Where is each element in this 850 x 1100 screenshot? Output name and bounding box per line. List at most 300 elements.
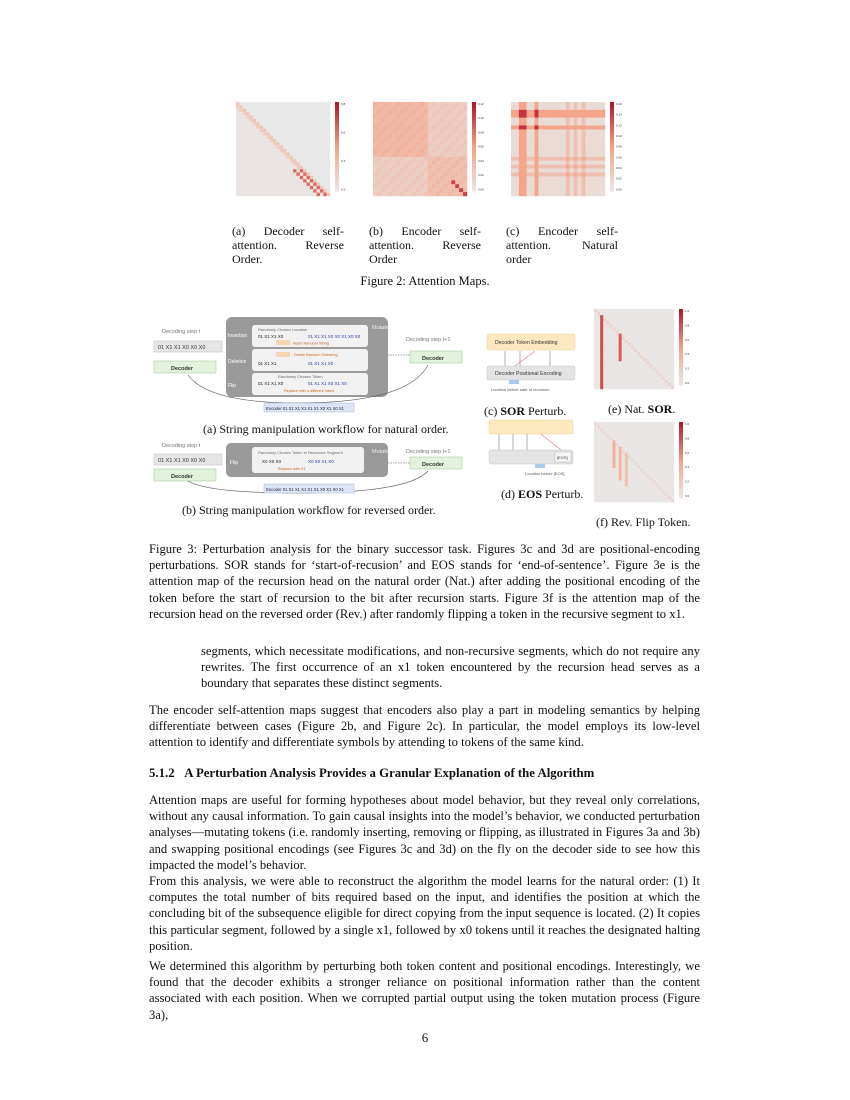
heatmap-cell [622, 440, 625, 443]
heatmap-cell [451, 137, 455, 141]
heatmap-cell [531, 192, 535, 196]
heatmap-cell [558, 180, 562, 184]
heatmap-cell [637, 487, 640, 490]
heatmap-cell [594, 459, 597, 462]
heatmap-cell [659, 371, 662, 374]
heatmap-cell [256, 132, 260, 136]
heatmap-cell [594, 490, 597, 493]
heatmap-cell [253, 176, 257, 180]
heatmap-cell [273, 156, 277, 160]
heatmap-cell [260, 122, 264, 126]
heatmap-cell [440, 106, 444, 110]
heatmap-cell [535, 165, 539, 169]
heatmap-cell [566, 153, 570, 157]
heatmap-cell [665, 377, 668, 380]
heatmap-cell [634, 444, 637, 447]
heatmap-cell [649, 490, 652, 493]
heatmap-cell [643, 380, 646, 383]
heatmap-cell [622, 474, 625, 477]
heatmap-cell [631, 349, 634, 352]
heatmap-cell [381, 153, 385, 157]
heatmap-cell [589, 141, 593, 145]
heatmap-cell [622, 456, 625, 459]
heatmap-cell [637, 471, 640, 474]
heatmap-cell [679, 447, 683, 450]
heatmap-cell [416, 126, 420, 130]
heatmap-cell [558, 102, 562, 106]
heatmap-cell [420, 161, 424, 165]
heatmap-cell [585, 126, 589, 130]
heatmap-cell [606, 380, 609, 383]
heatmap-cell [610, 185, 614, 188]
heatmap-cell [619, 431, 622, 434]
heatmap-cell [609, 383, 612, 386]
heatmap-cell [317, 136, 321, 140]
heatmap-cell [570, 157, 574, 161]
heatmap-cell [625, 437, 628, 440]
heatmap-cell [451, 114, 455, 118]
heatmap-cell [671, 484, 674, 487]
heatmap-cell [612, 468, 615, 471]
heatmap-cell [523, 126, 527, 130]
heatmap-cell [601, 141, 605, 145]
heatmap-cell [597, 133, 601, 137]
heatmap-cell [574, 188, 578, 192]
heatmap-cell [631, 450, 634, 453]
heatmap-cell [428, 137, 432, 141]
heatmap-cell [236, 166, 240, 170]
heatmap-cell [300, 173, 304, 177]
heatmap-cell [263, 129, 267, 133]
paragraph-3: Attention maps are useful for forming hypotheses about model behavior, but they reveal only correlations, without any causal information. To gain causal insights into the model’s behavior, we conducted perturbation analyses—mutating tokens (i.e. randomly inserting, removing or flipping, as illustrated in Figures 3a and 3b) and swapping positional encodings (see Figures 3c and 3d) on the fly on the decoder side to see how this impacted the model’s behavior. [149, 793, 700, 872]
heatmap-cell [266, 149, 270, 153]
heatmap-cell [631, 371, 634, 374]
heatmap-cell [600, 312, 603, 315]
heatmap-cell [246, 179, 250, 183]
heatmap-cell [600, 374, 603, 377]
heatmap-cell [606, 343, 609, 346]
svg-text:01 X1 X1: 01 X1 X1 [258, 361, 277, 366]
heatmap-cell [606, 493, 609, 496]
heatmap-cell [436, 184, 440, 188]
heatmap-cell [659, 337, 662, 340]
heatmap-cell [622, 349, 625, 352]
heatmap-cell [665, 484, 668, 487]
heatmap-cell [397, 161, 401, 165]
encoder-bar: Encoder 01 X1 X1 X1 X1 X1 X0 X1 X0 X1 [266, 406, 344, 411]
heatmap-cell [381, 161, 385, 165]
heatmap-cell [310, 102, 314, 106]
heatmap-cell [463, 184, 467, 188]
heatmap-cell [646, 361, 649, 364]
heatmap-cell [313, 112, 317, 116]
heatmap-cell [303, 109, 307, 113]
heatmap-cell [542, 137, 546, 141]
heatmap-cell [286, 119, 290, 123]
heatmap-cell [310, 159, 314, 163]
heatmap-cell [622, 447, 625, 450]
heatmap-cell [293, 189, 297, 193]
heatmap-cell [546, 165, 550, 169]
heatmap-cell [538, 153, 542, 157]
heatmap-cell [400, 173, 404, 177]
heatmap-cell [662, 493, 665, 496]
heatmap-cell [373, 118, 377, 122]
heatmap-cell [320, 132, 324, 136]
heatmap-cell [253, 109, 257, 113]
heatmap-cell [381, 129, 385, 133]
heatmap-cell [290, 112, 294, 116]
heatmap-cell [535, 161, 539, 165]
heatmap-cell [652, 471, 655, 474]
heatmap-cell [585, 188, 589, 192]
heatmap-cell [625, 358, 628, 361]
heatmap-cell [668, 447, 671, 450]
heatmap-cell [619, 371, 622, 374]
heatmap-cell [662, 371, 665, 374]
heatmap-cell [671, 456, 674, 459]
heatmap-cell [239, 109, 243, 113]
heatmap-cell [463, 122, 467, 126]
heatmap-cell [400, 176, 404, 180]
heatmap-cell [463, 173, 467, 177]
heatmap-cell [652, 377, 655, 380]
heatmap-cell [546, 188, 550, 192]
heatmap-cell [436, 169, 440, 173]
heatmap-cell [515, 122, 519, 126]
heatmap-cell [263, 169, 267, 173]
heatmap-cell [609, 453, 612, 456]
heatmap-cell [307, 122, 311, 126]
heatmap-cell [420, 169, 424, 173]
heatmap-cell [637, 450, 640, 453]
heatmap-cell [249, 119, 253, 123]
heatmap-cell [290, 139, 294, 143]
heatmap-cell [637, 383, 640, 386]
heatmap-cell [603, 456, 606, 459]
heatmap-cell [381, 169, 385, 173]
heatmap-cell [546, 122, 550, 126]
heatmap-cell [603, 493, 606, 496]
heatmap-cell [582, 188, 586, 192]
heatmap-cell [472, 156, 476, 159]
heatmap-cell [643, 337, 646, 340]
heatmap-cell [652, 380, 655, 383]
heatmap-cell [600, 431, 603, 434]
heatmap-cell [389, 153, 393, 157]
heatmap-cell [327, 136, 331, 140]
heatmap-cell [578, 180, 582, 184]
heatmap-cell [631, 321, 634, 324]
heatmap-cell [459, 137, 463, 141]
heatmap-cell [293, 126, 297, 130]
heatmap-cell [616, 428, 619, 431]
heatmap-cell [668, 453, 671, 456]
heatmap-cell [601, 133, 605, 137]
heatmap-cell [527, 129, 531, 133]
heatmap-cell [600, 437, 603, 440]
heatmap-cell [610, 144, 614, 147]
heatmap-cell [397, 102, 401, 106]
heatmap-cell [424, 192, 428, 196]
heatmap-cell [535, 149, 539, 153]
heatmap-cell [612, 450, 615, 453]
heatmap-cell [404, 110, 408, 114]
heatmap-cell [628, 462, 631, 465]
heatmap-cell [550, 157, 554, 161]
heatmap-cell [597, 145, 601, 149]
heatmap-cell [307, 159, 311, 163]
heatmap-cell [597, 477, 600, 480]
heatmap-cell [578, 141, 582, 145]
heatmap-cell [634, 462, 637, 465]
heatmap-cell [280, 122, 284, 126]
heatmap-cell [273, 183, 277, 187]
heatmap-cell [310, 136, 314, 140]
heatmap-cell [649, 437, 652, 440]
heatmap-cell [276, 149, 280, 153]
heatmap-cell [589, 126, 593, 130]
heatmap-cell [606, 355, 609, 358]
heatmap-cell [671, 346, 674, 349]
heatmap-cell [381, 157, 385, 161]
heatmap-cell [637, 334, 640, 337]
heatmap-cell [404, 184, 408, 188]
heatmap-cell [436, 114, 440, 118]
heatmap-cell [424, 129, 428, 133]
heatmap-cell [535, 184, 539, 188]
heatmap-cell [404, 161, 408, 165]
heatmap-cell [236, 105, 240, 109]
heatmap-cell [649, 477, 652, 480]
heatmap-cell [320, 156, 324, 160]
heatmap-cell [300, 149, 304, 153]
heatmap-cell [634, 337, 637, 340]
heatmap-cell [397, 129, 401, 133]
heatmap-cell [428, 176, 432, 180]
heatmap-cell [656, 440, 659, 443]
heatmap-cell [631, 318, 634, 321]
heatmap-cell [313, 152, 317, 156]
heatmap-cell [249, 142, 253, 146]
heatmap-cell [606, 487, 609, 490]
heatmap-cell [286, 142, 290, 146]
heatmap-cell [616, 468, 619, 471]
heatmap-cell [451, 165, 455, 169]
heatmap-cell [296, 112, 300, 116]
heatmap-cell [335, 167, 339, 170]
heatmap-cell [668, 422, 671, 425]
heatmap-cell [400, 180, 404, 184]
heatmap-cell [404, 141, 408, 145]
heatmap-cell [585, 149, 589, 153]
heatmap-cell [609, 499, 612, 502]
heatmap-cell [606, 477, 609, 480]
heatmap-cell [270, 129, 274, 133]
heatmap-cell [659, 312, 662, 315]
heatmap-cell [622, 428, 625, 431]
heatmap-cell [668, 349, 671, 352]
heatmap-cell [511, 102, 515, 106]
heatmap-cell [335, 185, 339, 188]
heatmap-cell [400, 149, 404, 153]
heatmap-cell [628, 346, 631, 349]
heatmap-cell [432, 149, 436, 153]
heatmap-cell [668, 355, 671, 358]
heatmap-cell [609, 428, 612, 431]
heatmap-cell [637, 459, 640, 462]
heatmap-cell [260, 115, 264, 119]
heatmap-cell [389, 129, 393, 133]
heatmap-cell [283, 102, 287, 106]
heatmap-cell [668, 499, 671, 502]
heatmap-cell [643, 474, 646, 477]
heatmap-cell [249, 115, 253, 119]
heatmap-cell [628, 355, 631, 358]
heatmap-cell [239, 126, 243, 130]
heatmap-cell [597, 380, 600, 383]
heatmap-cell [246, 156, 250, 160]
heatmap-cell [519, 188, 523, 192]
heatmap-cell [637, 437, 640, 440]
heatmap-cell [679, 362, 683, 365]
heatmap-cell [451, 145, 455, 149]
heatmap-cell [610, 129, 614, 132]
heatmap-cell [317, 102, 321, 106]
heatmap-cell [625, 477, 628, 480]
heatmap-cell [554, 129, 558, 133]
heatmap-cell [463, 176, 467, 180]
heatmap-cell [582, 129, 586, 133]
heatmap-cell [637, 480, 640, 483]
page-number: 6 [421, 1030, 429, 1045]
heatmap-cell [594, 422, 597, 425]
heatmap-cell [389, 149, 393, 153]
heatmap-cell [578, 122, 582, 126]
heatmap-cell [612, 440, 615, 443]
heatmap-cell [646, 428, 649, 431]
heatmap-cell [665, 371, 668, 374]
heatmap-cell [323, 129, 327, 133]
heatmap-cell [585, 133, 589, 137]
heatmap-cell [600, 349, 603, 352]
heatmap-cell [243, 142, 247, 146]
heatmap-cell [631, 465, 634, 468]
heatmap-cell [320, 193, 324, 197]
heatmap-cell [652, 312, 655, 315]
heatmap-cell [637, 315, 640, 318]
heatmap-cell [665, 453, 668, 456]
heatmap-cell [665, 477, 668, 480]
heatmap-cell [515, 114, 519, 118]
heatmap-cell [601, 106, 605, 110]
heatmap-cell [622, 355, 625, 358]
heatmap-cell [601, 165, 605, 169]
heatmap-cell [679, 460, 683, 463]
heatmap-cell [662, 343, 665, 346]
heatmap-cell [519, 169, 523, 173]
heatmap-cell [612, 499, 615, 502]
heatmap-cell [643, 318, 646, 321]
heatmap-cell [444, 180, 448, 184]
heatmap-cell [310, 189, 314, 193]
heatmap-cell [656, 312, 659, 315]
heatmap-cell [428, 161, 432, 165]
heatmap-cell [656, 377, 659, 380]
heatmap-cell [385, 157, 389, 161]
heatmap-cell [637, 431, 640, 434]
heatmap-cell [622, 364, 625, 367]
heatmap-cell [550, 149, 554, 153]
heatmap-cell [585, 184, 589, 188]
heatmap-cell [335, 123, 339, 126]
heatmap-cell [634, 499, 637, 502]
heatmap-cell [266, 119, 270, 123]
heatmap-cell [585, 169, 589, 173]
heatmap-cell [585, 153, 589, 157]
heatmap-cell [612, 462, 615, 465]
heatmap-cell [323, 176, 327, 180]
heatmap-cell [631, 459, 634, 462]
heatmap-cell [646, 374, 649, 377]
heatmap-cell [393, 118, 397, 122]
heatmap-cell [249, 176, 253, 180]
heatmap-cell [659, 456, 662, 459]
heatmap-cell [606, 474, 609, 477]
heatmap-cell [600, 425, 603, 428]
heatmap-cell [574, 173, 578, 177]
heatmap-cell [472, 138, 476, 141]
heatmap-cell [606, 456, 609, 459]
heatmap-cell [665, 312, 668, 315]
heatmap-cell [381, 188, 385, 192]
heatmap-cell [610, 102, 614, 105]
heatmap-cell [643, 444, 646, 447]
heatmap-cell [535, 157, 539, 161]
heatmap-cell [652, 371, 655, 374]
heatmap-cell [622, 459, 625, 462]
colorbar-tick: 0.2 [341, 187, 346, 192]
heatmap-cell [249, 112, 253, 116]
heatmap-cell [303, 119, 307, 123]
heatmap-cell [373, 173, 377, 177]
heatmap-cell [574, 165, 578, 169]
heatmap-cell [659, 383, 662, 386]
heatmap-cell [389, 165, 393, 169]
heatmap-c [503, 98, 633, 216]
heatmap-cell [283, 149, 287, 153]
heatmap-cell [625, 459, 628, 462]
heatmap-cell [523, 106, 527, 110]
heatmap-cell [600, 422, 603, 425]
heatmap-cell [679, 483, 683, 486]
heatmap-cell [616, 364, 619, 367]
heatmap-cell [459, 176, 463, 180]
heatmap-cell [290, 186, 294, 190]
heatmap-cell [600, 440, 603, 443]
colorbar-tick: 0.8 [341, 102, 346, 106]
heatmap-cell [594, 364, 597, 367]
heatmap-cell [640, 352, 643, 355]
heatmap-cell [335, 138, 339, 141]
heatmap-cell [249, 139, 253, 143]
heatmap-cell [612, 380, 615, 383]
heatmap-cell [389, 141, 393, 145]
heatmap-cell [659, 437, 662, 440]
heatmap-cell [570, 180, 574, 184]
heatmap-cell [416, 180, 420, 184]
heatmap-cell [246, 169, 250, 173]
